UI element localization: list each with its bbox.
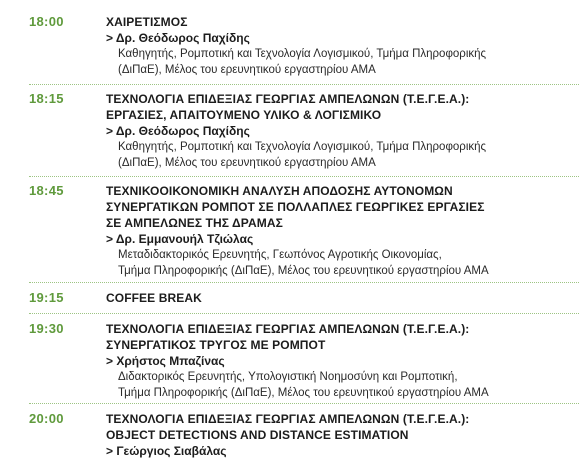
session-title: ΤΕΧΝΟΛΟΓΙΑ ΕΠΙΔΕΞΙΑΣ ΓΕΩΡΓΙΑΣ ΑΜΠΕΛΩΝΩΝ (Τ.Ε.Γ.Ε.Α.): ΕΡΓΑΣΙΕΣ, ΑΠΑΙΤΟΥΜΕΝΟ ΥΛΙΚΟ & ΛΟΓΙΣΜΙΚΟ — [106, 92, 470, 122]
session-speaker: > Γεώργιος Σιαβάλας — [106, 444, 227, 458]
session-affiliation: Μεταδιδακτορικός Ερευνητής, Γεωπόνος Αγροτικής Οικονομίας, Τμήμα Πληροφορικής (ΔιΠαΕ), Μέλος του ερευνητικού εργαστηρίου ΑΜΑ — [118, 249, 489, 277]
session-title: ΤΕΧΝΟΛΟΓΙΑ ΕΠΙΔΕΞΙΑΣ ΓΕΩΡΓΙΑΣ ΑΜΠΕΛΩΝΩΝ (Τ.Ε.Γ.Ε.Α.): OBJECT DETECTIONS AND DISTANCE ESTIMATION — [106, 412, 470, 442]
session-title: ΤΕΧΝΙΚΟΟΙΚΟΝΟΜΙΚΗ ΑΝΑΛΥΣΗ ΑΠΟΔΟΣΗΣ ΑΥΤΟΝΟΜΩΝ ΣΥΝΕΡΓΑΤΙΚΩΝ ΡΟΜΠΟΤ ΣΕ ΠΟΛΛΑΠΛΕΣ ΓΕΩΡΓΙΚΕΣ ΕΡΓΑΣΙΕΣ ΣΕ ΑΜΠΕΛΩΝΕΣ ΤΗΣ ΔΡΑΜΑΣ — [106, 184, 485, 230]
session-time: 20:00 — [29, 411, 64, 426]
session-time: 18:45 — [29, 183, 64, 198]
session-title: ΧΑΙΡΕΤΙΣΜΟΣ — [106, 15, 188, 29]
session-affiliation: Διδακτορικός Ερευνητής, Υπολογιστική Νοημοσύνη και Ρομποτική, Τμήμα Πληροφορικής (ΔιΠαΕ), Μέλος του ερευνητικού εργαστηρίου ΑΜΑ — [118, 371, 489, 399]
session-affiliation: Καθηγητής, Ρομποτική και Τεχνολογία Λογισμικού, Τμήμα Πληροφορικής (ΔιΠαΕ), Μέλος του ερευνητικού εργαστηρίου ΑΜΑ — [118, 141, 487, 169]
session-content — [106, 91, 576, 171]
session-speaker: > Δρ. Θεόδωρος Παχίδης — [106, 124, 250, 138]
session-title: COFFEE BREAK — [106, 291, 202, 305]
session-divider — [29, 282, 579, 283]
session-time: 18:15 — [29, 91, 64, 106]
session-title: ΤΕΧΝΟΛΟΓΙΑ ΕΠΙΔΕΞΙΑΣ ΓΕΩΡΓΙΑΣ ΑΜΠΕΛΩΝΩΝ (Τ.Ε.Γ.Ε.Α.): ΣΥΝΕΡΓΑΤΙΚΟΣ ΤΡΥΓΟΣ ΜΕ ΡΟΜΠΟΤ — [106, 322, 470, 352]
session-content — [106, 321, 576, 401]
session-content — [106, 14, 576, 78]
session-divider — [29, 403, 579, 404]
session-time: 19:30 — [29, 321, 64, 336]
session-speaker: > Δρ. Εμμανουήλ Τζιώλας — [106, 232, 254, 246]
session-divider — [29, 313, 579, 314]
session-affiliation: Καθηγητής, Ρομποτική και Τεχνολογία Λογισμικού, Τμήμα Πληροφορικής (ΔιΠαΕ), Μέλος του ερευνητικού εργαστηρίου ΑΜΑ — [118, 48, 487, 76]
session-content — [106, 183, 576, 279]
session-speaker: > Δρ. Θεόδωρος Παχίδης — [106, 31, 250, 45]
session-divider — [29, 84, 579, 85]
session-content — [106, 290, 576, 306]
session-divider — [29, 176, 579, 177]
session-content — [106, 411, 576, 459]
session-time: 19:15 — [29, 290, 64, 305]
session-speaker: > Χρήστος Μπαζίνας — [106, 354, 225, 368]
session-time: 18:00 — [29, 14, 64, 29]
